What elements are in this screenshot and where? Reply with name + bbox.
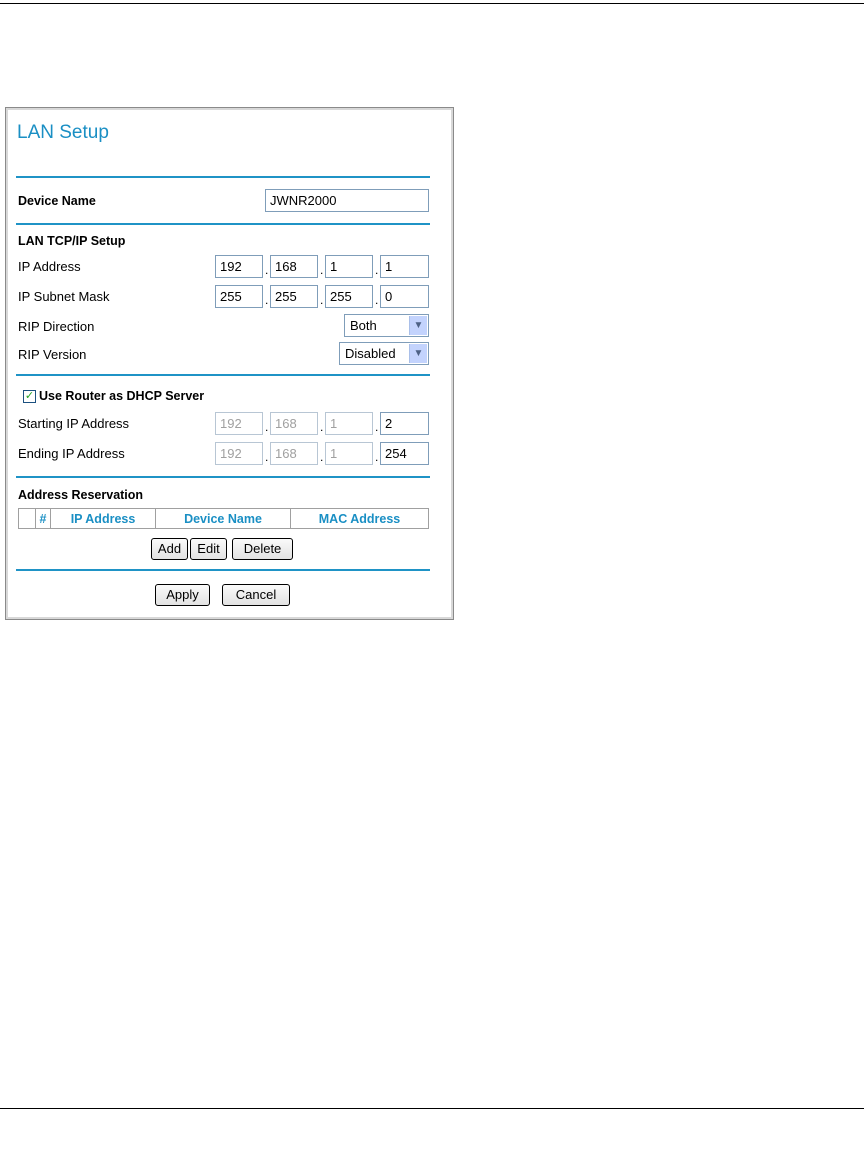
- ip-dot: .: [320, 420, 324, 434]
- separator: [16, 569, 430, 571]
- starting-ip-label: Starting IP Address: [18, 416, 130, 431]
- ip-dot: .: [265, 420, 269, 434]
- address-reservation-table: [18, 508, 429, 529]
- subnet-mask-label: IP Subnet Mask: [18, 289, 110, 304]
- starting-ip-octet-3: 1: [325, 412, 373, 435]
- ip-dot: .: [320, 263, 324, 277]
- ip-dot: .: [265, 263, 269, 277]
- column-number: #: [36, 509, 51, 529]
- ip-dot: .: [375, 263, 379, 277]
- separator: [16, 176, 430, 178]
- device-name-label: Device Name: [18, 194, 96, 208]
- address-reservation-heading: Address Reservation: [18, 488, 144, 502]
- apply-button[interactable]: Apply: [155, 584, 210, 606]
- chevron-down-icon[interactable]: ▼: [409, 316, 427, 335]
- starting-ip-octet-4[interactable]: 2: [380, 412, 429, 435]
- ending-ip-octet-2: 168: [270, 442, 318, 465]
- column-mac-address: MAC Address: [291, 509, 429, 529]
- ip-address-octet-4[interactable]: 1: [380, 255, 429, 278]
- separator: [16, 374, 430, 376]
- ending-ip-octet-3: 1: [325, 442, 373, 465]
- ending-ip-octet-1: 192: [215, 442, 263, 465]
- ip-dot: .: [375, 450, 379, 464]
- ip-dot: .: [320, 450, 324, 464]
- subnet-mask-octet-4[interactable]: 0: [380, 285, 429, 308]
- chevron-down-icon[interactable]: ▼: [409, 344, 427, 363]
- ip-address-octet-3[interactable]: 1: [325, 255, 373, 278]
- dhcp-server-checkbox[interactable]: ✓: [24, 390, 35, 402]
- ip-dot: .: [265, 450, 269, 464]
- subnet-mask-octet-1[interactable]: 255: [215, 285, 263, 308]
- cancel-button[interactable]: Cancel: [222, 584, 290, 606]
- rip-version-select[interactable]: [339, 342, 429, 365]
- ip-dot: .: [265, 293, 269, 307]
- lan-tcpip-heading: LAN TCP/IP Setup: [18, 234, 126, 248]
- device-name-input[interactable]: JWNR2000: [265, 189, 429, 212]
- separator: [16, 476, 430, 478]
- delete-button[interactable]: Delete: [232, 538, 293, 560]
- ip-dot: .: [320, 293, 324, 307]
- ending-ip-octet-4[interactable]: 254: [380, 442, 429, 465]
- rip-version-value: Disabled: [345, 346, 396, 361]
- starting-ip-octet-2: 168: [270, 412, 318, 435]
- page-title: LAN Setup: [17, 122, 109, 143]
- column-select: [19, 509, 36, 529]
- subnet-mask-octet-3[interactable]: 255: [325, 285, 373, 308]
- add-button[interactable]: Add: [151, 538, 188, 560]
- page-bottom-rule: [0, 1108, 864, 1109]
- column-device-name: Device Name: [156, 509, 291, 529]
- subnet-mask-octet-2[interactable]: 255: [270, 285, 318, 308]
- rip-direction-value: Both: [350, 318, 377, 333]
- edit-button[interactable]: Edit: [190, 538, 227, 560]
- page-top-rule: [0, 3, 864, 4]
- column-ip-address: IP Address: [51, 509, 156, 529]
- lan-setup-panel: [5, 107, 454, 620]
- dhcp-server-label[interactable]: Use Router as DHCP Server: [39, 389, 205, 403]
- rip-direction-select[interactable]: [344, 314, 429, 337]
- ip-address-octet-2[interactable]: 168: [270, 255, 318, 278]
- rip-direction-label: RIP Direction: [18, 319, 95, 334]
- separator: [16, 223, 430, 225]
- ip-dot: .: [375, 420, 379, 434]
- ending-ip-label: Ending IP Address: [18, 446, 125, 461]
- rip-version-label: RIP Version: [18, 347, 87, 362]
- ip-address-octet-1[interactable]: 192: [215, 255, 263, 278]
- ip-dot: .: [375, 293, 379, 307]
- table-header-row: [19, 509, 429, 529]
- ip-address-label: IP Address: [18, 259, 81, 274]
- starting-ip-octet-1: 192: [215, 412, 263, 435]
